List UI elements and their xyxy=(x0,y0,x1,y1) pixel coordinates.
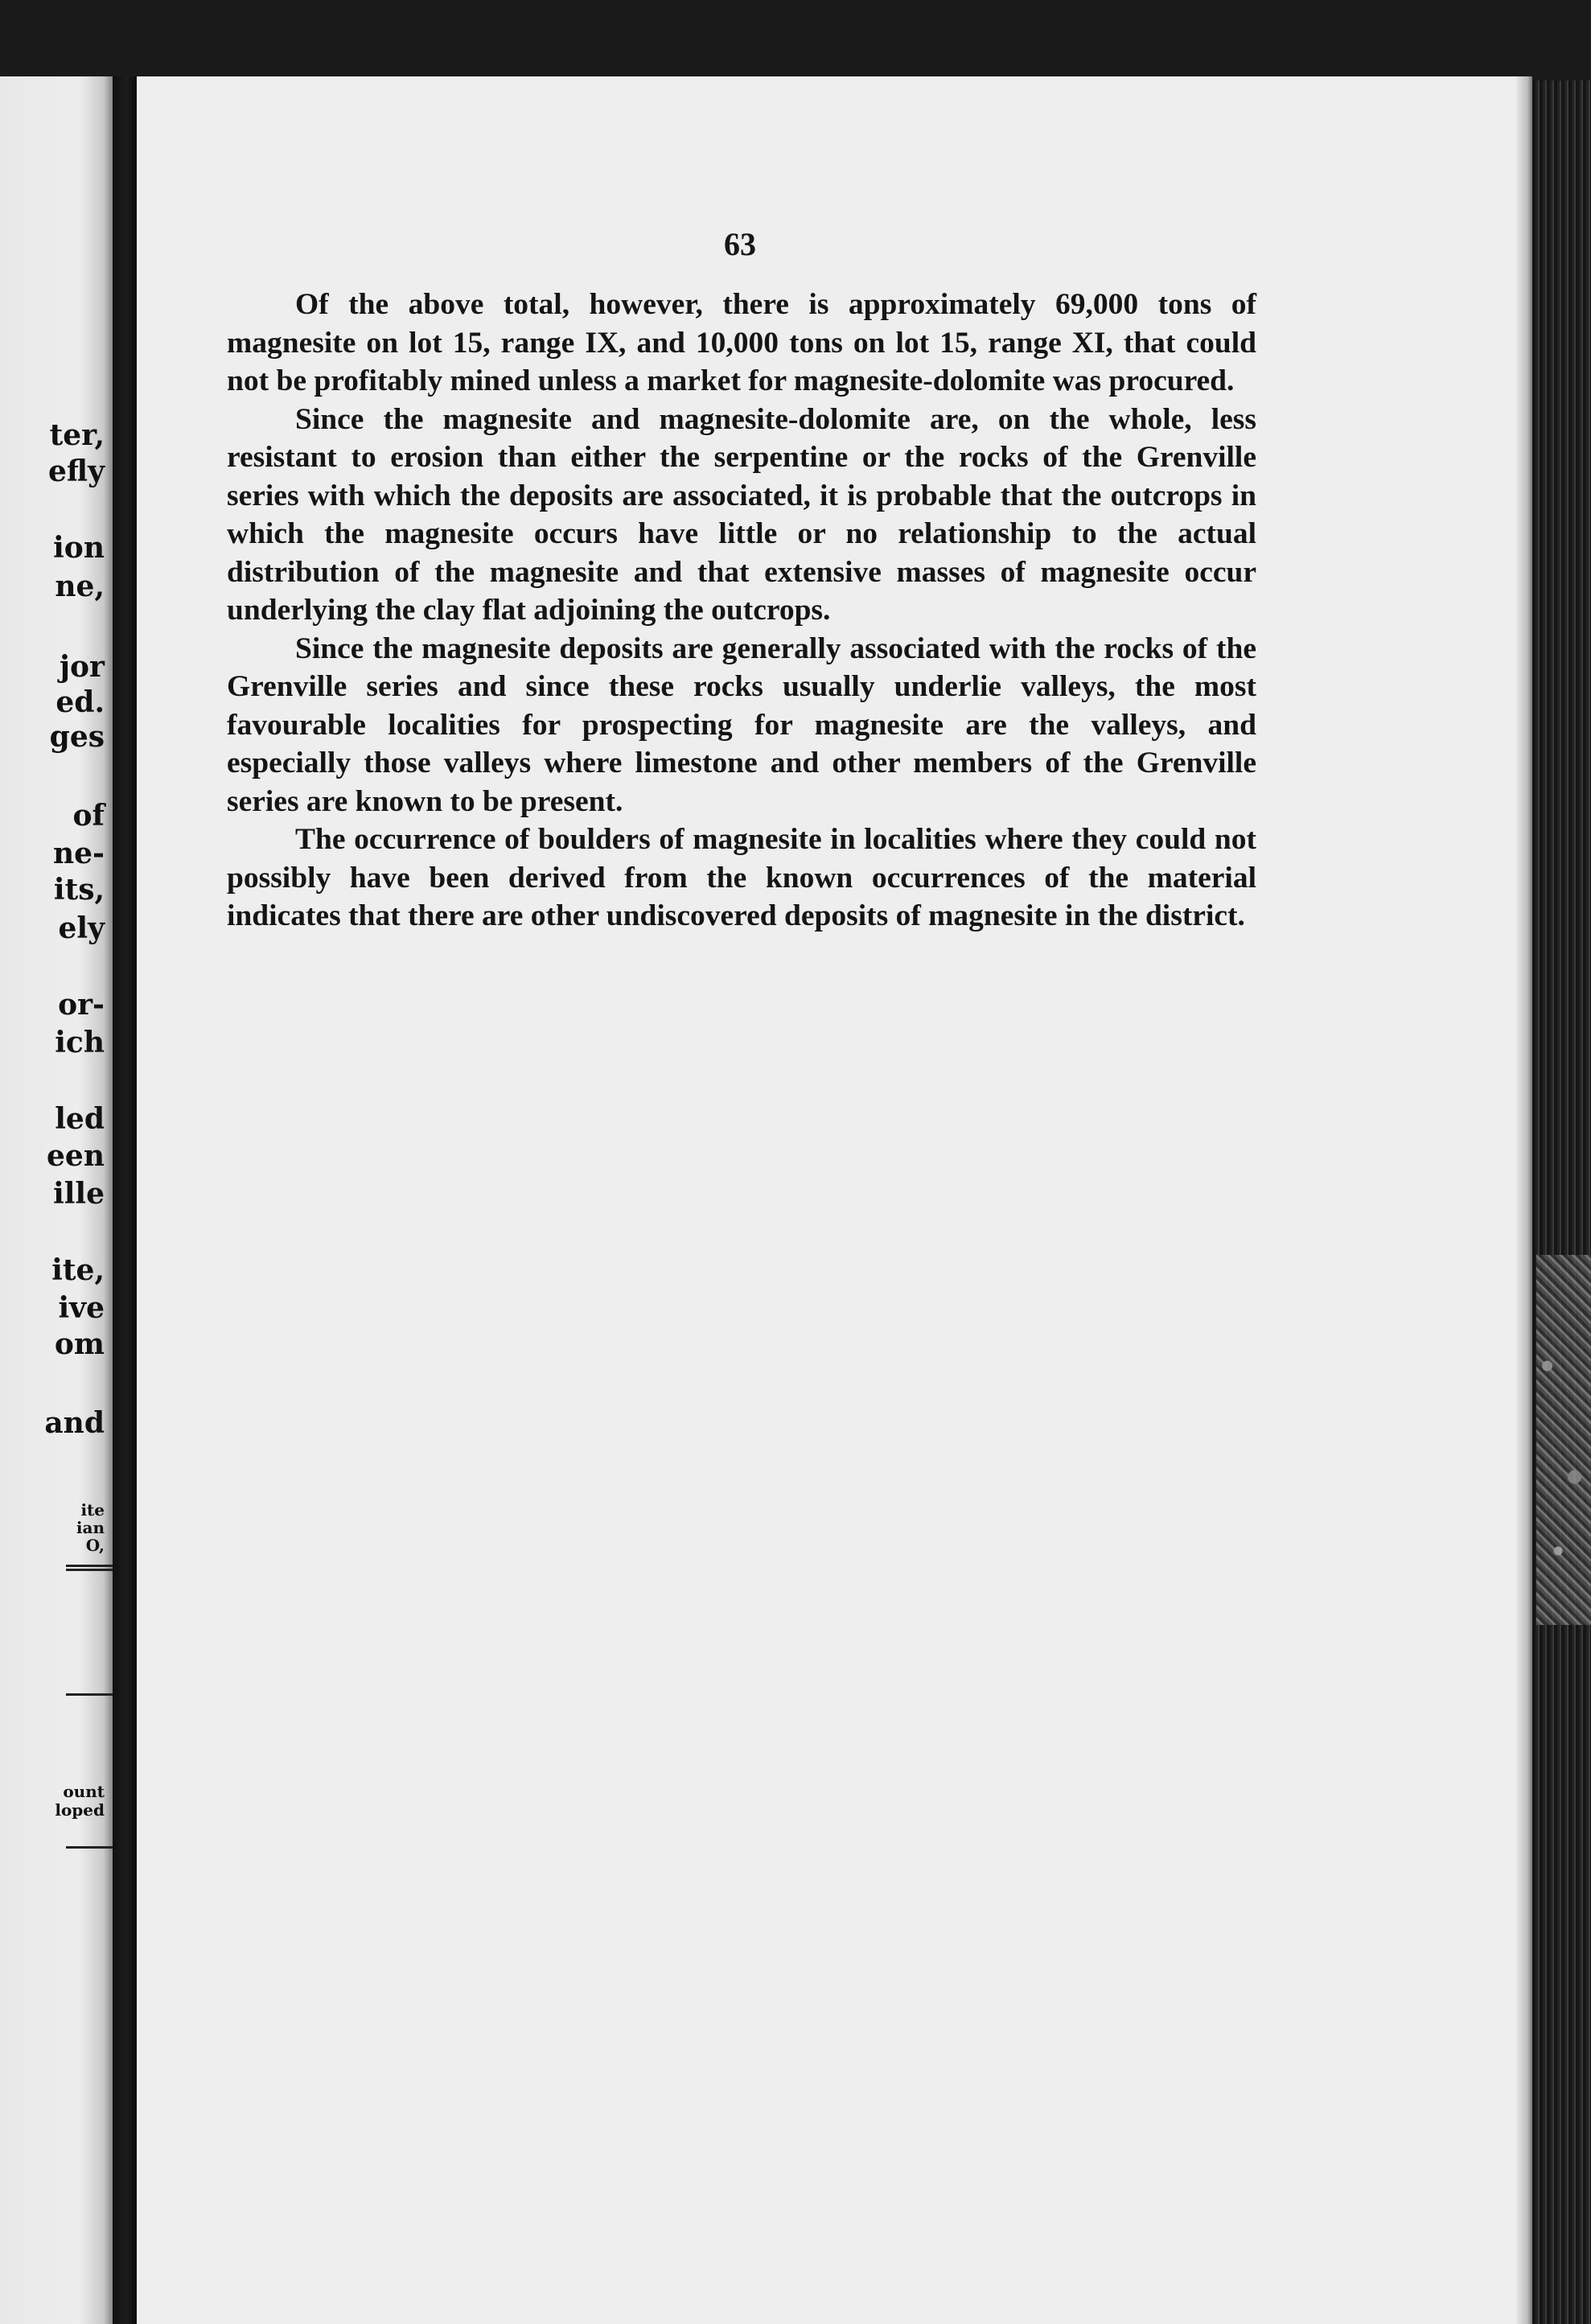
page-number: 63 xyxy=(724,226,756,262)
page-edge-shadow xyxy=(1516,76,1532,2324)
left-page-fragment: led xyxy=(55,1102,105,1136)
table-rule xyxy=(66,1693,113,1696)
left-page-table-fragment: O, xyxy=(85,1536,105,1555)
left-page-fragment: ne, xyxy=(55,570,105,603)
scan-noise-patch xyxy=(1536,1255,1591,1625)
left-page-fragment: ely xyxy=(58,911,105,945)
table-rule xyxy=(66,1846,113,1849)
left-page-fragment: ive xyxy=(58,1291,105,1325)
left-page-table-fragment: ian xyxy=(76,1518,105,1537)
left-page-fragment: ich xyxy=(55,1026,105,1059)
left-page-fragment: its, xyxy=(53,873,105,907)
table-rule xyxy=(66,1565,113,1571)
left-page-fragment: and xyxy=(44,1406,105,1440)
left-page-table-fragment: ite xyxy=(80,1500,105,1520)
left-page-fragment: ion xyxy=(53,531,105,565)
left-page-table-fragment: ount xyxy=(63,1782,105,1801)
left-page-fragment: jor xyxy=(59,650,105,684)
left-page-fragment: of xyxy=(72,799,105,833)
left-page-table-fragment: loped xyxy=(55,1800,105,1820)
paragraph-boulders: The occurrence of boulders of magnesite in localities where they could not possibly have been derived from the known occurrences of the material indicates that there are other undiscovered deposits of magnesite in the district. xyxy=(227,823,1256,932)
paragraph-total-tonnage: Of the above total, however, there is approximately 69,000 tons of magnesite on lot 15, range IX, and 10,000 tons on lot 15, range XI, that could not be profitably mined unless a market for magnesite-dolomite was procured. xyxy=(227,288,1256,397)
left-page-fragment: om xyxy=(54,1327,105,1361)
left-page-fragment: een xyxy=(47,1139,105,1173)
left-page-fragment: or- xyxy=(58,988,105,1022)
left-page-fragment: efly xyxy=(48,455,105,488)
body-text xyxy=(227,286,1256,936)
scan-background-texture xyxy=(1528,80,1591,2324)
paragraph-erosion: Since the magnesite and magnesite-dolomite are, on the whole, less resistant to erosion than either the serpentine or the rocks of the Grenville series with which the deposits are associated, it is probable that the outcrops in which the magnesite occurs have little or no relationship to the actual distribution of the magnesite and that extensive masses of magnesite occur underlying the clay flat adjoining the outcrops. xyxy=(227,402,1256,627)
left-page-fragment: ne- xyxy=(52,837,105,870)
left-page-fragment: ite, xyxy=(51,1253,105,1287)
left-page-fragment: ille xyxy=(53,1177,105,1211)
left-page-fragment: ed. xyxy=(56,685,105,719)
book-spine-shadow xyxy=(113,76,137,2324)
adjacent-left-page xyxy=(0,76,113,2324)
left-page-fragment: ges xyxy=(49,720,105,754)
paragraph-prospecting: Since the magnesite deposits are generally associated with the rocks of the Grenville series and since these rocks usually underlie valleys, the most favourable localities for prospecting for magnesite are the valleys, and especially those valleys where limestone and other members of the Grenville series are known to be present. xyxy=(227,631,1256,818)
left-page-fragment: ter, xyxy=(49,418,105,452)
